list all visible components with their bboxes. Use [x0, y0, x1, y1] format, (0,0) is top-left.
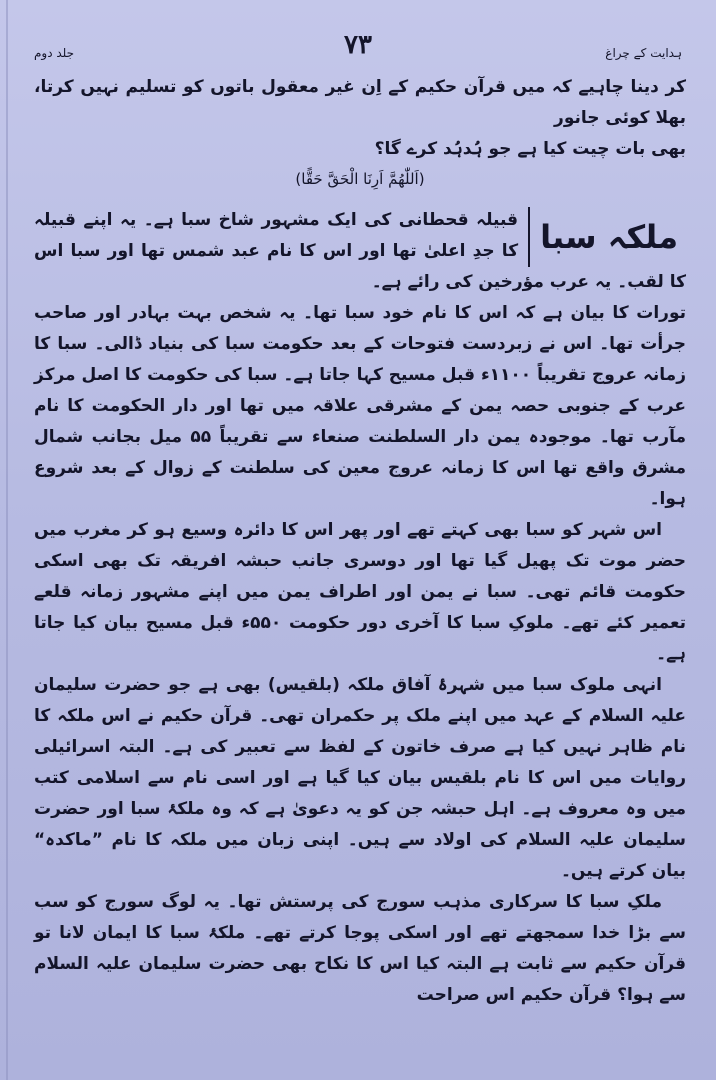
opening-line-1: کر دینا چاہیے کہ میں قرآن حکیم کے اِن غیر معقول باتوں کو تسلیم نہیں کرتا، بھلا کوئی جانور	[34, 77, 686, 128]
page-number: ۷۳	[344, 30, 372, 60]
running-volume-label: جلد دوم	[34, 46, 75, 60]
spacer	[34, 193, 686, 205]
page-header	[34, 30, 682, 72]
section-heading: ملکہ سبا	[528, 207, 686, 267]
paragraph-4: انہی ملوک سبا میں شہرۂ آفاق ملکہ (بلقیس) بھی ہے جو حضرت سلیمان علیہ السلام کے عہد میں اپنے ملک پر حکمران تھی۔ قرآن حکیم نے اس ملکہ کا نام ظاہر نہیں کیا ہے صرف خاتون کے لفظ سے تعبیر کی ہے۔ البتہ اسرائیلی روایات میں اس کا نام بلقیس بیان کیا گیا ہے اور اسی نام سے اسلامی کتب میں وہ معروف ہے۔ اہل حبشہ جن کو یہ دعویٰ ہے کہ وہ ملکۂ سبا اور حضرت سلیمان علیہ السلام کی اولاد سے ہیں۔ اپنی زبان میں ملکہ کا نام ”ماکدہ“ بیان کرتے ہیں۔	[34, 675, 686, 881]
paragraph-3: اس شہر کو سبا بھی کہتے تھے اور پھر اس کا دائرہ وسیع ہو کر مغرب میں حضر موت تک پھیل گیا تھا اور دوسری جانب حبشہ افریقہ تک بھی اسکی حکومت قائم تھی۔ سبا نے یمن اور اطراف یمن میں اپنے مشہور زمانہ قلعے تعمیر کئے تھے۔ ملوکِ سبا کا آخری دور حکومت ۵۵۰ء قبل مسیح بیان کیا جاتا ہے۔	[34, 520, 686, 664]
page-body	[34, 72, 686, 1011]
opening-line-2: بھی بات چیت کیا ہے جو ہُدہُد کرے گا؟	[374, 139, 686, 159]
paragraph-1: قبیلہ قحطانی کی ایک مشہور شاخ سبا ہے۔ یہ اپنے قبیلہ کا جدِ اعلیٰ تھا اور اس کا نام عبد شمس تھا اور سبا اس کا لقب۔ یہ عرب مؤرخین کی رائے ہے۔	[34, 210, 686, 292]
paragraph-2: تورات کا بیان ہے کہ اس کا نام خود سبا تھا۔ یہ شخص بہت بہادر اور صاحب جرأت تھا۔ اس نے زبردست فتوحات کے بعد حکومت سبا کی بنیاد ڈالی۔ سبا کا زمانہ عروج تقریباً ۱۱۰۰ء قبل مسیح کہا جاتا ہے۔ سبا کی حکومت کا اصل مرکز عرب کے جنوبی حصہ یمن کے مشرقی علاقہ میں تھا اور دار الحکومت کا نام مآرب تھا۔ موجودہ یمن دار السلطنت صنعاء سے تقریباً ۵۵ میل بجانب شمال مشرق واقع تھا اس کا زمانہ عروج معین کی سلطنت کے زوال کے بعد شروع ہوا۔	[34, 303, 686, 509]
prayer-line: (اَللّٰھُمَّ اَرِنَا الْحَقَّ حَقًّا)	[295, 170, 425, 188]
running-book-title: ہدایت کے چراغ	[605, 46, 682, 60]
paragraph-5: ملکِ سبا کا سرکاری مذہب سورج کی پرستش تھا۔ یہ لوگ سورج کو سب سے بڑا خدا سمجھتے تھے اور اسکی پوجا کرتے تھے۔ ملکۂ سبا کا ایمان لانا تو قرآن حکیم سے ثابت ہے البتہ کیا اس کا نکاح بھی حضرت سلیمان علیہ السلام سے ہوا؟ قرآن حکیم اس صراحت	[34, 892, 686, 1005]
